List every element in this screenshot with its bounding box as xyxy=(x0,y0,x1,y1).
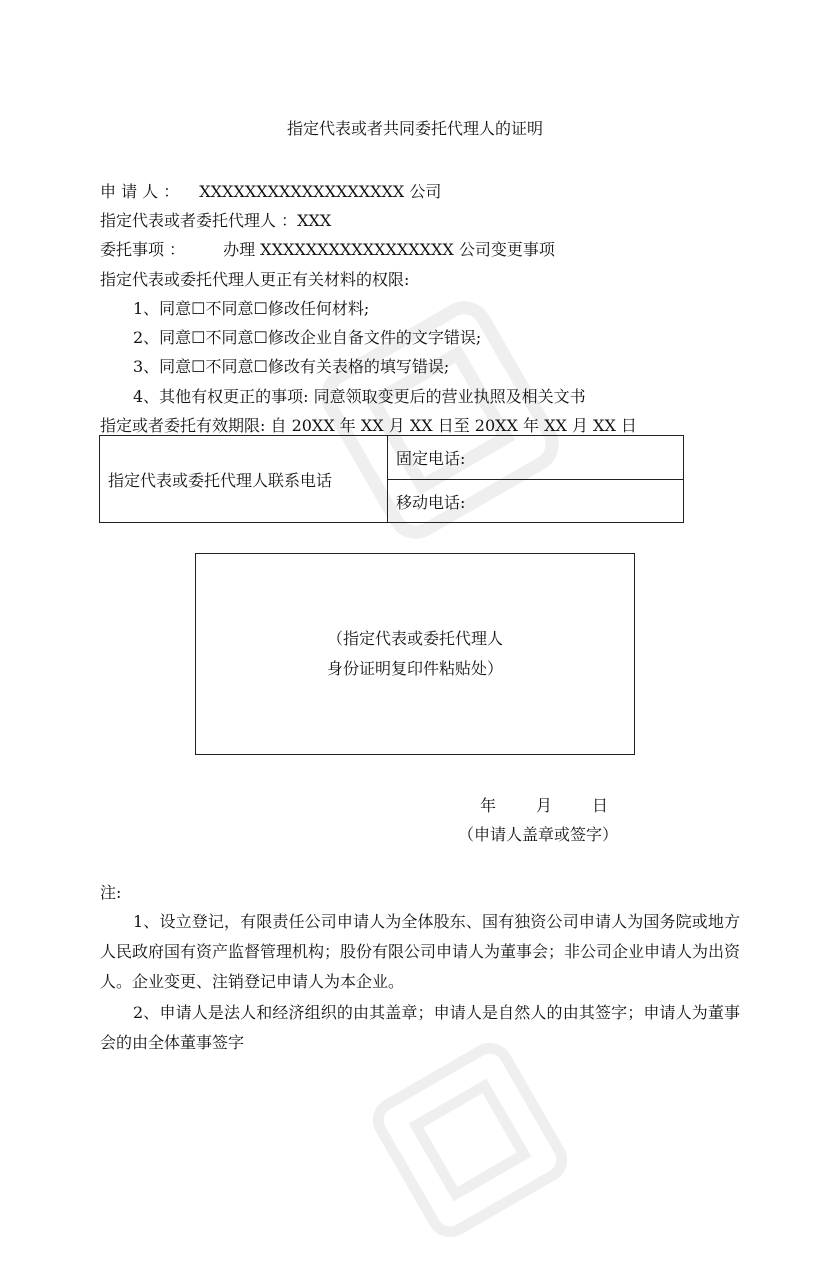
matter-row xyxy=(100,237,555,260)
agent-row xyxy=(100,208,331,231)
authority-item-4: 4、其他有权更正的事项: 同意领取变更后的营业执照及相关文书 xyxy=(133,387,586,406)
date-day: 日 xyxy=(592,796,609,815)
matter-value: 办理 XXXXXXXXXXXXXXXXX 公司变更事项 xyxy=(223,240,555,259)
date-month: 月 xyxy=(536,796,553,815)
contact-table xyxy=(99,435,684,523)
date-line xyxy=(480,793,608,816)
agent-value: XXX xyxy=(297,211,332,230)
note-item-1: 1、设立登记，有限责任公司申请人为全体股东、国有独资公司申请人为国务院或地方人民政府国有资产监督管理机构；股份有限公司申请人为董事会；非公司企业申请人为出资人。企业变更、注销登记申请人为本企业。 xyxy=(100,912,741,991)
authority-heading: 指定代表或委托代理人更正有关材料的权限: xyxy=(100,270,410,289)
landline-field: 固定电话: xyxy=(388,436,683,480)
notes-heading: 注: xyxy=(100,883,122,902)
document-title: 指定代表或者共同委托代理人的证明 xyxy=(286,119,543,138)
applicant-label: 申 请 人 ： xyxy=(100,182,180,201)
authority-item-2: 2、同意☐不同意☐修改企业自备文件的文字错误; xyxy=(133,328,482,347)
contact-label: 指定代表或委托代理人联系电话 xyxy=(100,436,388,522)
validity-period: 指定或者委托有效期限: 自 20XX 年 XX 月 XX 日至 20XX 年 XX 月 XX 日 xyxy=(100,416,637,435)
applicant-value: XXXXXXXXXXXXXXXXXX 公司 xyxy=(199,182,442,201)
date-year: 年 xyxy=(480,796,497,815)
agent-label: 指定代表或者委托代理人 ： xyxy=(100,211,298,230)
matter-label: 委托事项 ： xyxy=(100,240,186,259)
applicant-row xyxy=(100,179,441,202)
id-box-line-1: （指定代表或委托代理人 xyxy=(326,629,503,648)
mobile-field: 移动电话: xyxy=(396,492,466,512)
id-copy-paste-area xyxy=(195,553,635,755)
signature-line: （申请人盖章或签字） xyxy=(458,825,619,844)
authority-item-3: 3、同意☐不同意☐修改有关表格的填写错误; xyxy=(133,357,450,376)
note-item-2: 2、申请人是法人和经济组织的由其盖章；申请人是自然人的由其签字；申请人为董事会的由全体董事签字 xyxy=(100,1003,740,1052)
authority-item-1: 1、同意☐不同意☐修改任何材料; xyxy=(133,299,370,318)
id-box-line-2: 身份证明复印件粘贴处） xyxy=(326,659,503,678)
